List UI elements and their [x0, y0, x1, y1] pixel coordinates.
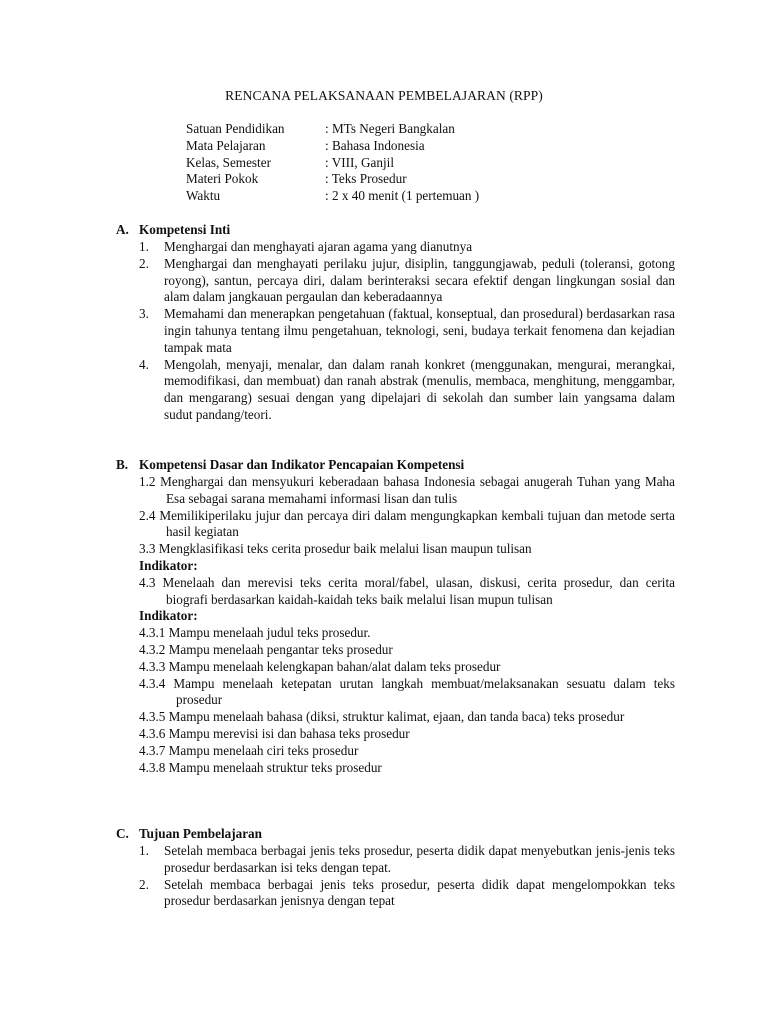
indicator-item: 4.3.8 Mampu menelaah struktur teks prosedur — [139, 759, 382, 775]
section-b-heading — [116, 457, 464, 474]
list-item — [139, 877, 675, 911]
list-item — [139, 239, 675, 256]
kd-item: 4.3 Menelaah dan merevisi teks cerita moral/fabel, ulasan, diskusi, cerita prosedur, dan cerita biografi berdasarkan kaidah-kaidah teks baik melalui lisan mupun tulisan — [139, 574, 675, 607]
info-row — [186, 188, 479, 205]
info-value: : Teks Prosedur — [325, 171, 407, 187]
info-label: Mata Pelajaran — [186, 137, 266, 153]
indicator-item: 4.3.1 Mampu menelaah judul teks prosedur. — [139, 625, 371, 641]
indikator-label: Indikator: — [139, 557, 198, 573]
section-a-heading — [116, 222, 230, 239]
document-title: RENCANA PELAKSANAAN PEMBELAJARAN (RPP) — [225, 88, 543, 103]
indicator-item: 4.3.5 Mampu menelaah bahasa (diksi, struktur kalimat, ejaan, dan tanda baca) teks prosedur — [139, 709, 625, 725]
info-value: : VIII, Ganjil — [325, 154, 394, 170]
info-value: : Bahasa Indonesia — [325, 137, 425, 153]
info-row — [186, 121, 479, 138]
list-item — [139, 306, 675, 356]
list-number: 3. — [139, 306, 149, 322]
info-row — [186, 171, 479, 188]
list-text: Menghargai dan menghayati perilaku jujur, disiplin, tanggungjawab, peduli (toleransi, gotong royong), santun, percaya diri, dalam berinteraksi secara efektif dengan lingkungan sosial dan alam dalam jangkauan pergaulan dan keberadaannya — [164, 255, 675, 305]
section-letter: B. — [116, 457, 129, 472]
info-label: Satuan Pendidikan — [186, 121, 285, 136]
list-number: 2. — [139, 255, 149, 271]
section-letter: C. — [116, 826, 129, 841]
indicator-item: 4.3.2 Mampu menelaah pengantar teks prosedur — [139, 641, 393, 657]
kd-item: 2.4 Memilikiperilaku jujur dan percaya diri dalam mengungkapkan kembali tujuan dan metode serta hasil kegiatan — [139, 507, 675, 540]
list-number: 1. — [139, 239, 149, 254]
identity-table — [186, 121, 479, 205]
list-number: 1. — [139, 843, 149, 858]
indicator-item: 4.3.6 Mampu merevisi isi dan bahasa teks prosedur — [139, 725, 410, 741]
list-item — [139, 357, 675, 424]
section-letter: A. — [116, 222, 129, 237]
section-title: Tujuan Pembelajaran — [139, 826, 262, 841]
info-label: Kelas, Semester — [186, 154, 271, 170]
section-c-heading — [116, 826, 262, 843]
kompetensi-inti-list — [139, 239, 675, 424]
list-text: Mengolah, menyaji, menalar, dan dalam ranah konkret (menggunakan, mengurai, merangkai, memodifikasi, dan membuat) dan ranah abstrak (menulis, membaca, menghitung, menggambar, dan mengarang) sesuai dengan yang dipelajari di sekolah dan sumber lain yangsama dalam sudut pandang/teori. — [164, 356, 675, 422]
indicator-item: 4.3.4 Mampu menelaah ketepatan urutan langkah membuat/melaksanakan sesuatu dalam teks prosedur — [139, 675, 675, 708]
list-text: Menghargai dan menghayati ajaran agama yang dianutnya — [164, 239, 473, 254]
indikator-label: Indikator: — [139, 608, 198, 624]
info-row — [186, 138, 479, 155]
kompetensi-dasar-block — [139, 474, 675, 776]
kd-item: 1.2 Menghargai dan mensyukuri keberadaan bahasa Indonesia sebagai anugerah Tuhan yang Maha Esa sebagai sarana memahami informasi lisan dan tulis — [139, 474, 675, 506]
list-item — [139, 843, 675, 877]
section-title: Kompetensi Dasar dan Indikator Pencapaian Kompetensi — [139, 457, 465, 472]
info-row — [186, 155, 479, 172]
info-label: Materi Pokok — [186, 171, 259, 187]
list-number: 4. — [139, 356, 149, 372]
list-number: 2. — [139, 876, 149, 892]
indicator-item: 4.3.3 Mampu menelaah kelengkapan bahan/alat dalam teks prosedur — [139, 658, 501, 674]
list-item — [139, 256, 675, 306]
list-text: Memahami dan menerapkan pengetahuan (faktual, konseptual, dan prosedural) berdasarkan rasa ingin tahunya tentang ilmu pengetahuan, teknologi, seni, budaya terkait fenomena dan kejadian tampak mata — [164, 306, 675, 355]
list-text: Setelah membaca berbagai jenis teks prosedur, peserta didik dapat menyebutkan jenis-jenis teks prosedur berdasarkan isi teks dengan tepat. — [164, 843, 675, 875]
info-value: : MTs Negeri Bangkalan — [325, 121, 455, 136]
info-label: Waktu — [186, 188, 221, 204]
kd-item: 3.3 Mengklasifikasi teks cerita prosedur baik melalui lisan maupun tulisan — [139, 541, 532, 557]
list-text: Setelah membaca berbagai jenis teks prosedur, peserta didik dapat mengelompokkan teks prosedur berdasarkan jenisnya dengan tepat — [164, 876, 675, 909]
tujuan-pembelajaran-list — [139, 843, 675, 910]
info-value: : 2 x 40 menit (1 pertemuan ) — [325, 188, 480, 204]
section-title: Kompetensi Inti — [139, 222, 231, 237]
indicator-item: 4.3.7 Mampu menelaah ciri teks prosedur — [139, 742, 359, 758]
